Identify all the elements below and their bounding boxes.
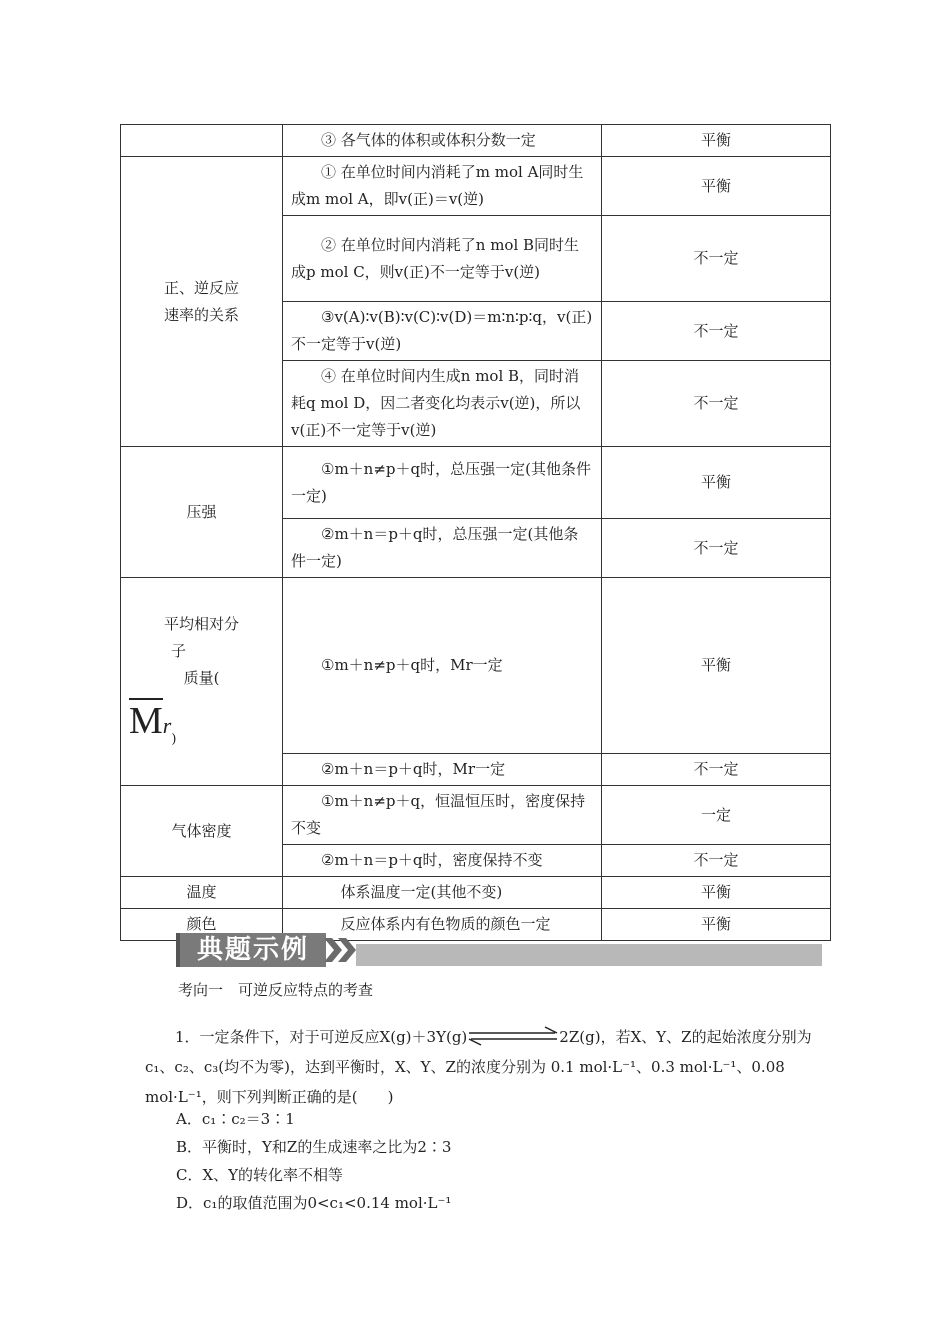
section-title: 考向一 可逆反应特点的考查: [178, 981, 374, 999]
table-cell: 平衡: [602, 447, 831, 519]
table-cell: 平衡: [602, 157, 831, 216]
table-cell: 平衡: [602, 125, 831, 157]
mr-symbol: [129, 698, 274, 753]
equilibrium-criteria-table: [120, 124, 831, 941]
table-cell: 不一定: [602, 216, 831, 302]
table-cell: ①m＋n≠p＋q时，总压强一定(其他条件一定): [283, 447, 602, 519]
table-cell: ② 在单位时间内消耗了n mol B同时生成p mol C，则v(正)不一定等于v(逆): [283, 216, 602, 302]
double-chevron-icon: [324, 938, 358, 962]
banner-bar: [356, 944, 822, 966]
table-cell: 不一定: [602, 519, 831, 578]
table-cell: 不一定: [602, 845, 831, 877]
mr-close: ): [171, 731, 177, 747]
table-cell: 不一定: [602, 754, 831, 786]
table-cell: 气体密度: [121, 786, 283, 877]
table-cell: ③v(A)∶v(B)∶v(C)∶v(D)＝m∶n∶p∶q，v(正)不一定等于v(逆): [283, 302, 602, 361]
stem-part1: 1．一定条件下，对于可逆反应X(g)＋3Y(g): [175, 1028, 468, 1046]
cat-mass-line3: 质量(: [183, 668, 220, 687]
table-cell: ①m＋n≠p＋q时，Mr一定: [283, 578, 602, 754]
table-cell: ②m＋n＝p＋q时，Mr一定: [283, 754, 602, 786]
table-cell: 反应体系内有色物质的颜色一定: [283, 909, 602, 941]
table-cell: 正、逆反应速率的关系: [121, 157, 283, 447]
option-d: D．c₁的取值范围为0<c₁<0.14 mol·L⁻¹: [176, 1194, 452, 1212]
banner-title: 典题示例: [176, 933, 326, 967]
table-cell: ④ 在单位时间内生成n mol B，同时消耗q mol D，因二者变化均表示v(逆)，所以v(正)不一定等于v(逆): [283, 361, 602, 447]
cat-mass-line1: 平均相对分: [163, 614, 239, 633]
question-stem: [145, 1022, 815, 1112]
table-cell: ③ 各气体的体积或体积分数一定: [283, 125, 602, 157]
table-cell: ②m＋n＝p＋q时，密度保持不变: [283, 845, 602, 877]
option-b: B．平衡时，Y和Z的生成速率之比为2∶3: [176, 1138, 452, 1156]
answer-options: [176, 1105, 451, 1217]
table-cell: 平衡: [602, 909, 831, 941]
mr-sub: r: [162, 712, 172, 738]
mr-letter: M: [129, 699, 163, 742]
table-cell: 压强: [121, 447, 283, 578]
option-a: A．c₁∶c₂＝3∶1: [176, 1110, 295, 1128]
reversible-arrow-icon: [467, 1026, 559, 1046]
table-cell: 温度: [121, 877, 283, 909]
stem-part2: 2Z(g)，若X、Y、Z的起始浓度分别为c₁、c₂、c₃(均不为零)，达到平衡时，X、Y、Z的浓度分别为 0.1 mol·L⁻¹、0.3 mol·L⁻¹、0.08 mol·L⁻¹，则下列判断正确的是( ): [145, 1028, 812, 1106]
table-cell: 体系温度一定(其他不变): [283, 877, 602, 909]
table-cell: ①m＋n≠p＋q，恒温恒压时，密度保持不变: [283, 786, 602, 845]
table-cell: 不一定: [602, 361, 831, 447]
section-banner: [176, 933, 822, 967]
cat-mass-line2: 子: [171, 641, 187, 660]
table-cell: 平衡: [602, 578, 831, 754]
table-cell: ① 在单位时间内消耗了m mol A同时生成m mol A，即v(正)＝v(逆): [283, 157, 602, 216]
table-cell: [121, 578, 283, 786]
table-cell: 平衡: [602, 877, 831, 909]
option-c: C．X、Y的转化率不相等: [176, 1166, 344, 1184]
table-cell: 颜色: [121, 909, 283, 941]
table-cell: 不一定: [602, 302, 831, 361]
table-cell: [121, 125, 283, 157]
table-cell: ②m＋n＝p＋q时，总压强一定(其他条件一定): [283, 519, 602, 578]
table-cell: 一定: [602, 786, 831, 845]
